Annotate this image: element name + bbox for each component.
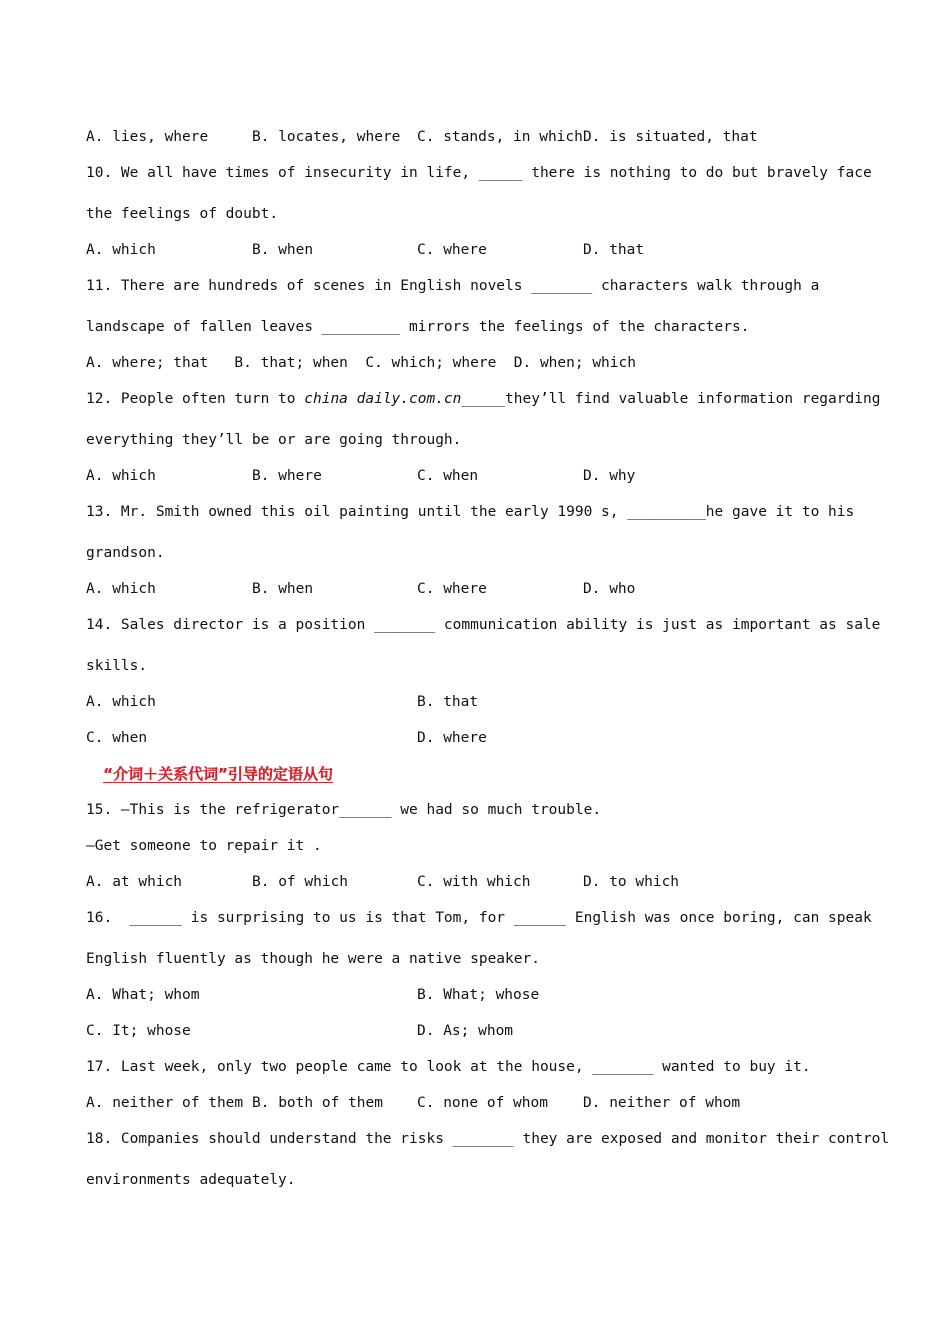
q18-stem-line-1: 18. Companies should understand the risks _______ they are exposed and monitor their control [86, 1131, 890, 1147]
q9-option-d: D. is situated, that [583, 129, 758, 145]
q17-option-b: B. both of them [252, 1095, 383, 1111]
q15-option-c: C. with which [417, 874, 531, 890]
q14-option-c: C. when [86, 730, 148, 746]
q9-option-c: C. stands, in which [417, 129, 583, 145]
q14-stem-line-1: 14. Sales director is a position _______ communication ability is just as important as sale [86, 617, 881, 633]
q13-stem-line-1: 13. Mr. Smith owned this oil painting until the early 1990 s, _________he gave it to his [86, 504, 855, 520]
q15-stem-line-1: 15. —This is the refrigerator______ we had so much trouble. [86, 802, 602, 818]
q16-option-c: C. It; whose [86, 1023, 191, 1039]
q17-option-a: A. neither of them [86, 1095, 244, 1111]
q16-option-d: D. As; whom [417, 1023, 514, 1039]
q17-option-c: C. none of whom [417, 1095, 548, 1111]
q13-option-c: C. where [417, 581, 487, 597]
q14-stem-line-2: skills. [86, 658, 148, 674]
q13-option-b: B. when [252, 581, 314, 597]
q12-option-b: B. where [252, 468, 322, 484]
q13-option-d: D. who [583, 581, 636, 597]
q12-stem-prefix: 12. People often turn to [86, 391, 305, 407]
q12-stem-line-1 [86, 389, 880, 409]
q14-option-d: D. where [417, 730, 487, 746]
q10-stem-line-2: the feelings of doubt. [86, 206, 279, 222]
q14-option-b: B. that [417, 694, 479, 710]
q11-stem-line-2: landscape of fallen leaves _________ mirrors the feelings of the characters. [86, 319, 750, 335]
q17-option-d: D. neither of whom [583, 1095, 741, 1111]
q10-stem-line-1: 10. We all have times of insecurity in life, _____ there is nothing to do but bravely face [86, 165, 872, 181]
q13-stem-line-2: grandson. [86, 545, 165, 561]
q15-option-d: D. to which [583, 874, 680, 890]
q10-option-a: A. which [86, 242, 156, 258]
section-heading: “介词＋关系代词”引导的定语从句 [103, 765, 333, 783]
q12-option-a: A. which [86, 468, 156, 484]
q11-options: A. where; that B. that; when C. which; where D. when; which [86, 355, 636, 371]
q9-option-b: B. locates, where [252, 129, 401, 145]
q15-option-b: B. of which [252, 874, 349, 890]
q10-option-b: B. when [252, 242, 314, 258]
q15-stem-line-2: —Get someone to repair it . [86, 838, 322, 854]
q16-stem-line-1: 16. ______ is surprising to us is that Tom, for ______ English was once boring, can speak [86, 910, 872, 926]
q17-stem-line-1: 17. Last week, only two people came to look at the house, _______ wanted to buy it. [86, 1059, 811, 1075]
q13-option-a: A. which [86, 581, 156, 597]
q14-option-a: A. which [86, 694, 156, 710]
q18-stem-line-2: environments adequately. [86, 1172, 296, 1188]
q12-option-c: C. when [417, 468, 479, 484]
q10-option-c: C. where [417, 242, 487, 258]
q16-option-b: B. What; whose [417, 987, 540, 1003]
q9-option-a: A. lies, where [86, 129, 209, 145]
q12-stem-line-2: everything they’ll be or are going through. [86, 432, 462, 448]
q12-stem-suffix: _____they’ll find valuable information regarding [461, 391, 881, 407]
q12-website-name: china daily.com.cn [304, 391, 462, 407]
q10-option-d: D. that [583, 242, 645, 258]
q15-option-a: A. at which [86, 874, 183, 890]
q16-stem-line-2: English fluently as though he were a native speaker. [86, 951, 540, 967]
q12-option-d: D. why [583, 468, 636, 484]
q16-option-a: A. What; whom [86, 987, 200, 1003]
q11-stem-line-1: 11. There are hundreds of scenes in English novels _______ characters walk through a [86, 278, 820, 294]
